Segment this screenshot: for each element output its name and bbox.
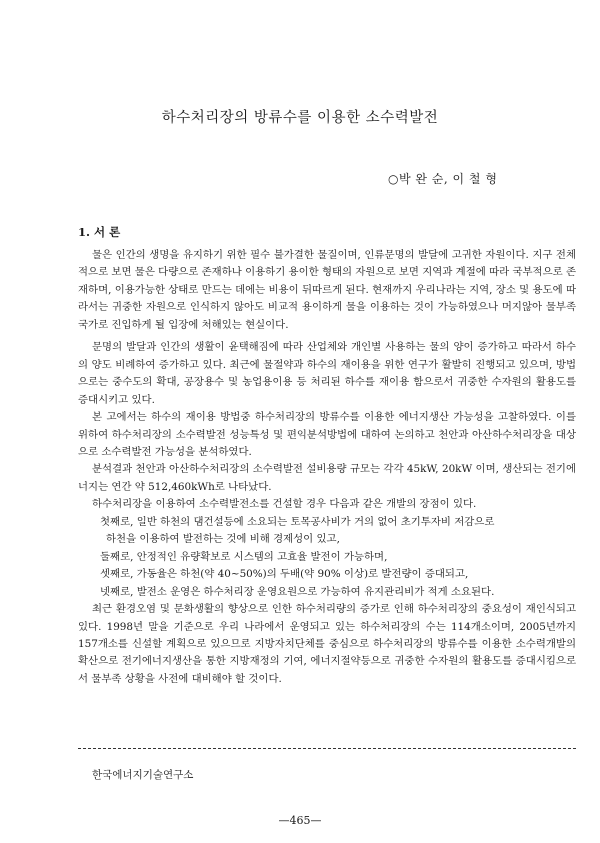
section-heading-introduction: 1. 서 론 — [78, 225, 121, 239]
footnote-divider — [78, 748, 576, 749]
paragraph-advantages-intro: 하수처리장을 이용하여 소수력발전소를 건설할 경우 다음과 같은 개발의 장점이 있다. — [92, 498, 477, 511]
list-item-fourth: 넷째로, 발전소 운영은 하수처리장 운영요원으로 가능하여 유지관리비가 적게 소요된다. — [100, 585, 495, 598]
paragraph-water-resource: 물은 인간의 생명을 유지하기 위한 필수 불가결한 물질이며, 인류문명의 발달에 고귀한 자원이다. 지구 전체적으로 보면 물은 다량으로 존재하나 이용하기 용이한 형태의 자원으로 보면 지역과 계절에 따라 국부적으로 존재하며, 이용가능한 상태로 만드는 데에는 비용이 뒤따르게 된다. 현재까지 우리나라는 지역, 장소 및 용도에 따라서는 귀중한 자원으로 인식하지 않아도 비교적 용이하게 물을 이용하는 것이 가능하였으나 머지않아 물부족 국가로 진입하게 될 입장에 처해있는 현실이다. — [78, 249, 576, 331]
list-item-first-continued: 하천을 이용하여 발전하는 것에 비해 경제성이 있고, — [106, 533, 340, 546]
paper-title: 하수처리장의 방류수를 이용한 소수력발전 — [161, 110, 439, 126]
author-line: ○박 완 순, 이 철 형 — [388, 172, 498, 186]
affiliation: 한국에너지기술연구소 — [92, 769, 194, 781]
list-item-second: 둘째로, 안정적인 유량확보로 시스템의 고효율 발전이 가능하며, — [100, 550, 388, 563]
paragraph-study-scope: 본 고에서는 하수의 재이용 방법중 하수처리장의 방류수를 이용한 에너지생산 가능성을 고찰하였다. 이를 위하여 하수처리장의 소수력발전 성능특성 및 편익분석방법에 대하여 논의하고 천안과 아산하수처리장을 대상으로 소수력발전 가능성을 분석하였다. — [78, 411, 576, 458]
list-item-first: 첫째로, 일반 하천의 댐건설등에 소요되는 토목공사비가 거의 없어 초기투자비 저감으로 — [100, 515, 495, 528]
paragraph-closing: 최근 환경오염 및 문화생활의 향상으로 인한 하수처리량의 증가로 인해 하수처리장의 중요성이 재인식되고 있다. 1998년 말을 기준으로 우리 나라에서 운영되고 있는 하수처리장의 수는 114개소이며, 2005년까지 157개소를 신설할 계획으로 있으므로 지방자치단체를 중심으로 하수처리장의 방류수를 이용한 소수력개발의 확산으로 전기에너지생산을 통한 지방재정의 기여, 에너지절약등으로 귀중한 수자원의 활용도를 증대시킴으로서 물부족 상황을 사전에 대비해야 할 것이다. — [78, 603, 576, 685]
paragraph-sewage-increase: 문명의 발달과 인간의 생활이 윤택해짐에 따라 산업체와 개인별 사용하는 물의 양이 증가하고 따라서 하수의 양도 비례하여 증가하고 있다. 최근에 물절약과 하수의 재이용을 위한 연구가 활발히 진행되고 있으며, 방법으로는 중수도의 확대, 공장용수 및 농업용이용 등 처리된 하수를 재이용 함으로서 귀중한 수자원의 활용도를 증대시키고 있다. — [78, 341, 576, 406]
paragraph-analysis-result: 분석결과 천안과 아산하수처리장의 소수력발전 설비용량 규모는 각각 45kW, 20kW 이며, 생산되는 전기에너지는 연간 약 512,460kWh로 나타났다. — [78, 463, 576, 493]
page-number: —465— — [278, 814, 322, 827]
list-item-third: 셋째로, 가동율은 하천(약 40~50%)의 두배(약 90% 이상)로 발전량이 증대되고, — [100, 568, 469, 581]
body-text — [78, 247, 576, 688]
